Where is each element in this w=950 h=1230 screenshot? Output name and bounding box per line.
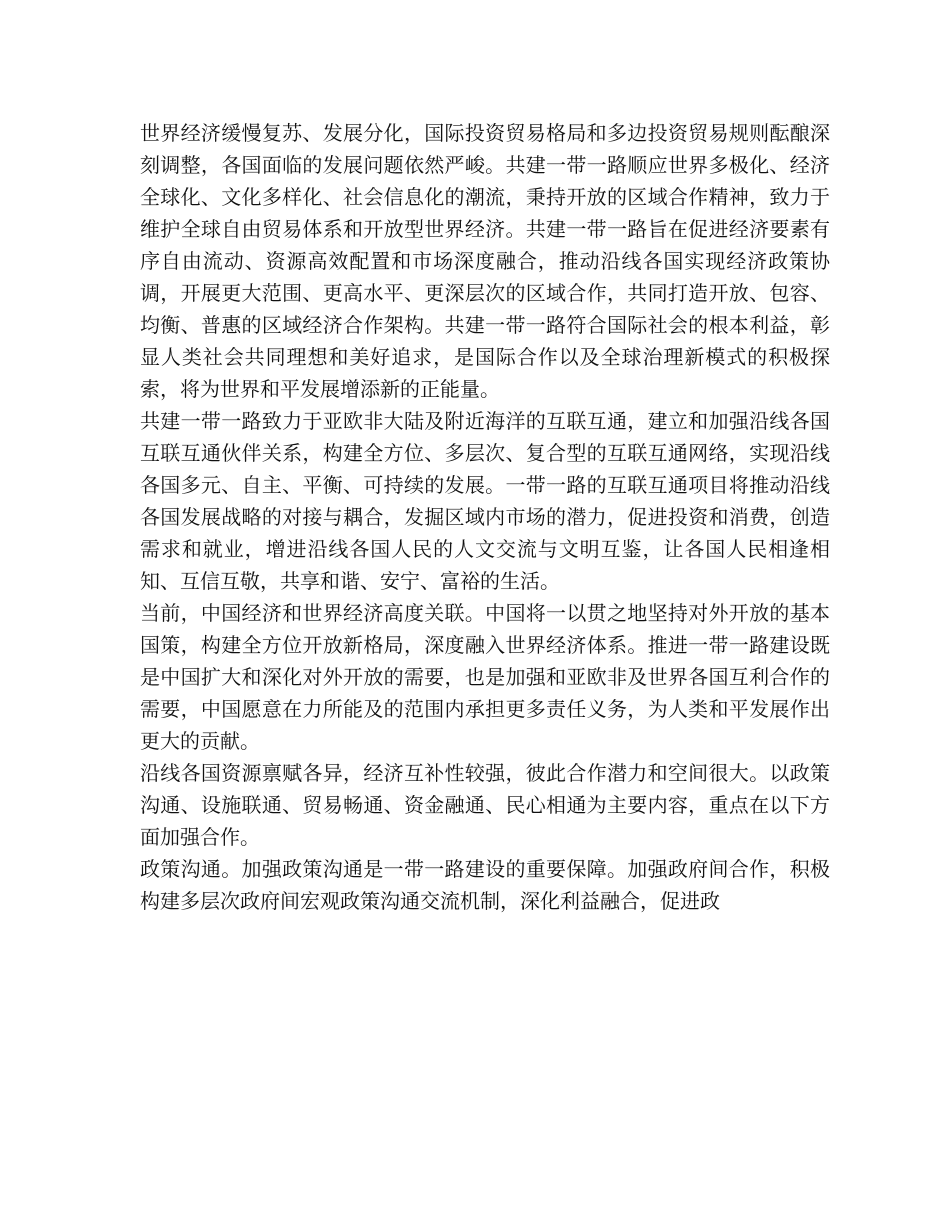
paragraph-5: 政策沟通。加强政策沟通是一带一路建设的重要保障。加强政府间合作，积极构建多层次政府间宏观政策沟通交流机制，深化利益融合，促进政 [140,857,830,913]
document-body [140,117,830,917]
paragraph-4: 沿线各国资源禀赋各异，经济互补性较强，彼此合作潜力和空间很大。以政策沟通、设施联通、贸易畅通、资金融通、民心相通为主要内容，重点在以下方面加强合作。 [140,761,830,849]
paragraph-2: 共建一带一路致力于亚欧非大陆及附近海洋的互联互通，建立和加强沿线各国互联互通伙伴关系，构建全方位、多层次、复合型的互联互通网络，实现沿线各国多元、自主、平衡、可持续的发展。一带一路的互联互通项目将推动沿线各国发展战略的对接与耦合，发掘区域内市场的潜力，促进投资和消费，创造需求和就业，增进沿线各国人民的人文交流与文明互鉴，让各国人民相逢相知、互信互敬，共享和谐、安宁、富裕的生活。 [140,409,830,593]
paragraph-3: 当前，中国经济和世界经济高度关联。中国将一以贯之地坚持对外开放的基本国策，构建全方位开放新格局，深度融入世界经济体系。推进一带一路建设既是中国扩大和深化对外开放的需要，也是加强和亚欧非及世界各国互利合作的需要，中国愿意在力所能及的范围内承担更多责任义务，为人类和平发展作出更大的贡献。 [140,601,830,753]
paragraph-1: 世界经济缓慢复苏、发展分化，国际投资贸易格局和多边投资贸易规则酝酿深刻调整，各国面临的发展问题依然严峻。共建一带一路顺应世界多极化、经济全球化、文化多样化、社会信息化的潮流，秉持开放的区域合作精神，致力于维护全球自由贸易体系和开放型世界经济。共建一带一路旨在促进经济要素有序自由流动、资源高效配置和市场深度融合，推动沿线各国实现经济政策协调，开展更大范围、更高水平、更深层次的区域合作，共同打造开放、包容、均衡、普惠的区域经济合作架构。共建一带一路符合国际社会的根本利益，彰显人类社会共同理想和美好追求，是国际合作以及全球治理新模式的积极探索，将为世界和平发展增添新的正能量。 [140,121,830,401]
